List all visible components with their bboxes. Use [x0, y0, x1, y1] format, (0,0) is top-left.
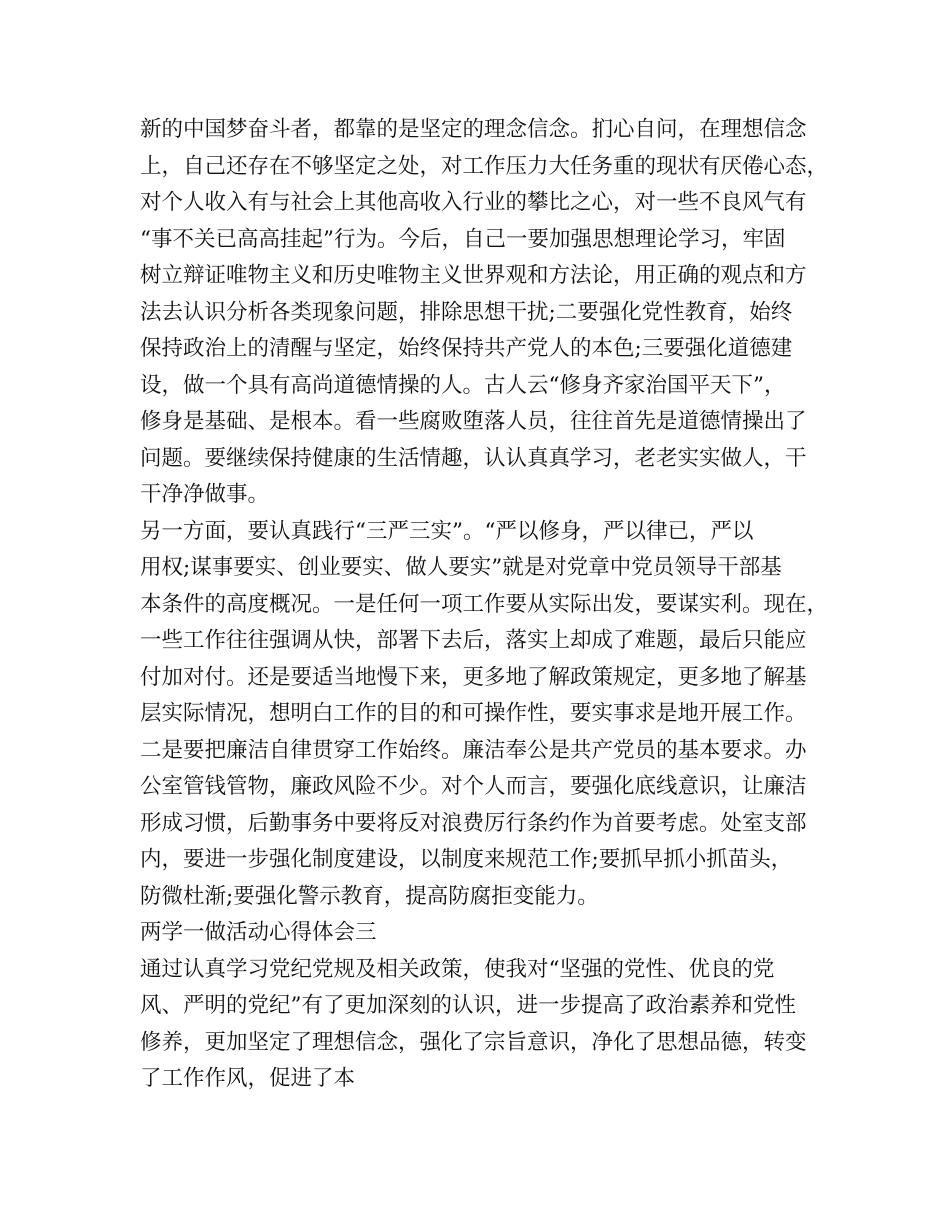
text-line: 了工作作风，促进了本: [140, 1066, 356, 1091]
text-line: 二是要把廉洁自律贯穿工作始终。廉洁奉公是共产党员的基本要求。办: [140, 737, 807, 763]
text-line: 用权;谋事要实、创业要实、做人要实”就是对党章中党员领导干部基: [140, 555, 782, 580]
text-line: 风、严明的党纪”有了更加深刻的认识，进一步提高了政治素养和党性: [140, 993, 796, 1018]
text-line: 树立辩证唯物主义和历史唯物主义世界观和方法论，用正确的观点和方: [140, 263, 807, 288]
text-line: 对个人收入有与社会上其他高收入行业的攀比之心，对一些不良风气有: [140, 190, 807, 215]
text-line: 上，自己还存在不够坚定之处，对工作压力大任务重的现状有厌倦心态，: [140, 153, 829, 179]
text-line: 通过认真学习党纪党规及相关政策，使我对“坚强的党性、优良的党: [140, 956, 775, 982]
text-line: 修身是基础、是根本。看一些腐败堕落人员，往往首先是道德情操出了: [140, 409, 807, 434]
document-body: [140, 112, 830, 1098]
text-line: 问题。要继续保持健康的生活情趣，认认真真学习，老老实实做人，干: [140, 445, 807, 471]
text-line: 另一方面，要认真践行“三严三实”。“严以修身，严以律已，严以: [140, 518, 754, 544]
section-heading: 两学一做活动心得体会三: [140, 920, 377, 945]
text-line: 新的中国梦奋斗者，都靠的是坚定的理念信念。扪心自问，在理想信念: [140, 117, 807, 142]
text-line: “事不关已高高挂起”行为。今后，自己一要加强思想理论学习，牢固: [140, 226, 786, 252]
text-line: 一些工作往往强调从快，部署下去后，落实上却成了难题，最后只能应: [140, 628, 807, 653]
text-line: 保持政治上的清醒与坚定，始终保持共产党人的本色;三要强化道德建: [140, 336, 793, 361]
text-line: 修养，更加坚定了理想信念，强化了宗旨意识，净化了思想品德，转变: [140, 1029, 807, 1055]
text-line: 法去认识分析各类现象问题，排除思想干扰;二要强化党性教育，始终: [140, 299, 793, 325]
text-line: 形成习惯，后勤事务中要将反对浪费厉行条约作为首要考虑。处室支部: [140, 810, 807, 836]
text-line: 防微杜渐;要强化警示教育，提高防腐拒变能力。: [140, 883, 599, 909]
text-line: 付加对付。还是要适当地慢下来，更多地了解政策规定，更多地了解基: [140, 664, 807, 690]
text-line: 公室管钱管物，廉政风险不少。对个人而言，要强化底线意识，让廉洁: [140, 774, 807, 799]
text-line: 层实际情况，想明白工作的目的和可操作性，要实事求是地开展工作。: [140, 701, 807, 726]
text-line: 内，要进一步强化制度建设，以制度来规范工作;要抓早抓小抓苗头，: [140, 847, 793, 872]
text-line: 干净净做事。: [140, 482, 270, 507]
text-line: 设，做一个具有高尚道德情操的人。古人云“修身齐家治国平天下”，: [140, 372, 786, 398]
text-line: 本条件的高度概况。一是任何一项工作要从实际出发，要谋实利。现在，: [140, 591, 829, 617]
